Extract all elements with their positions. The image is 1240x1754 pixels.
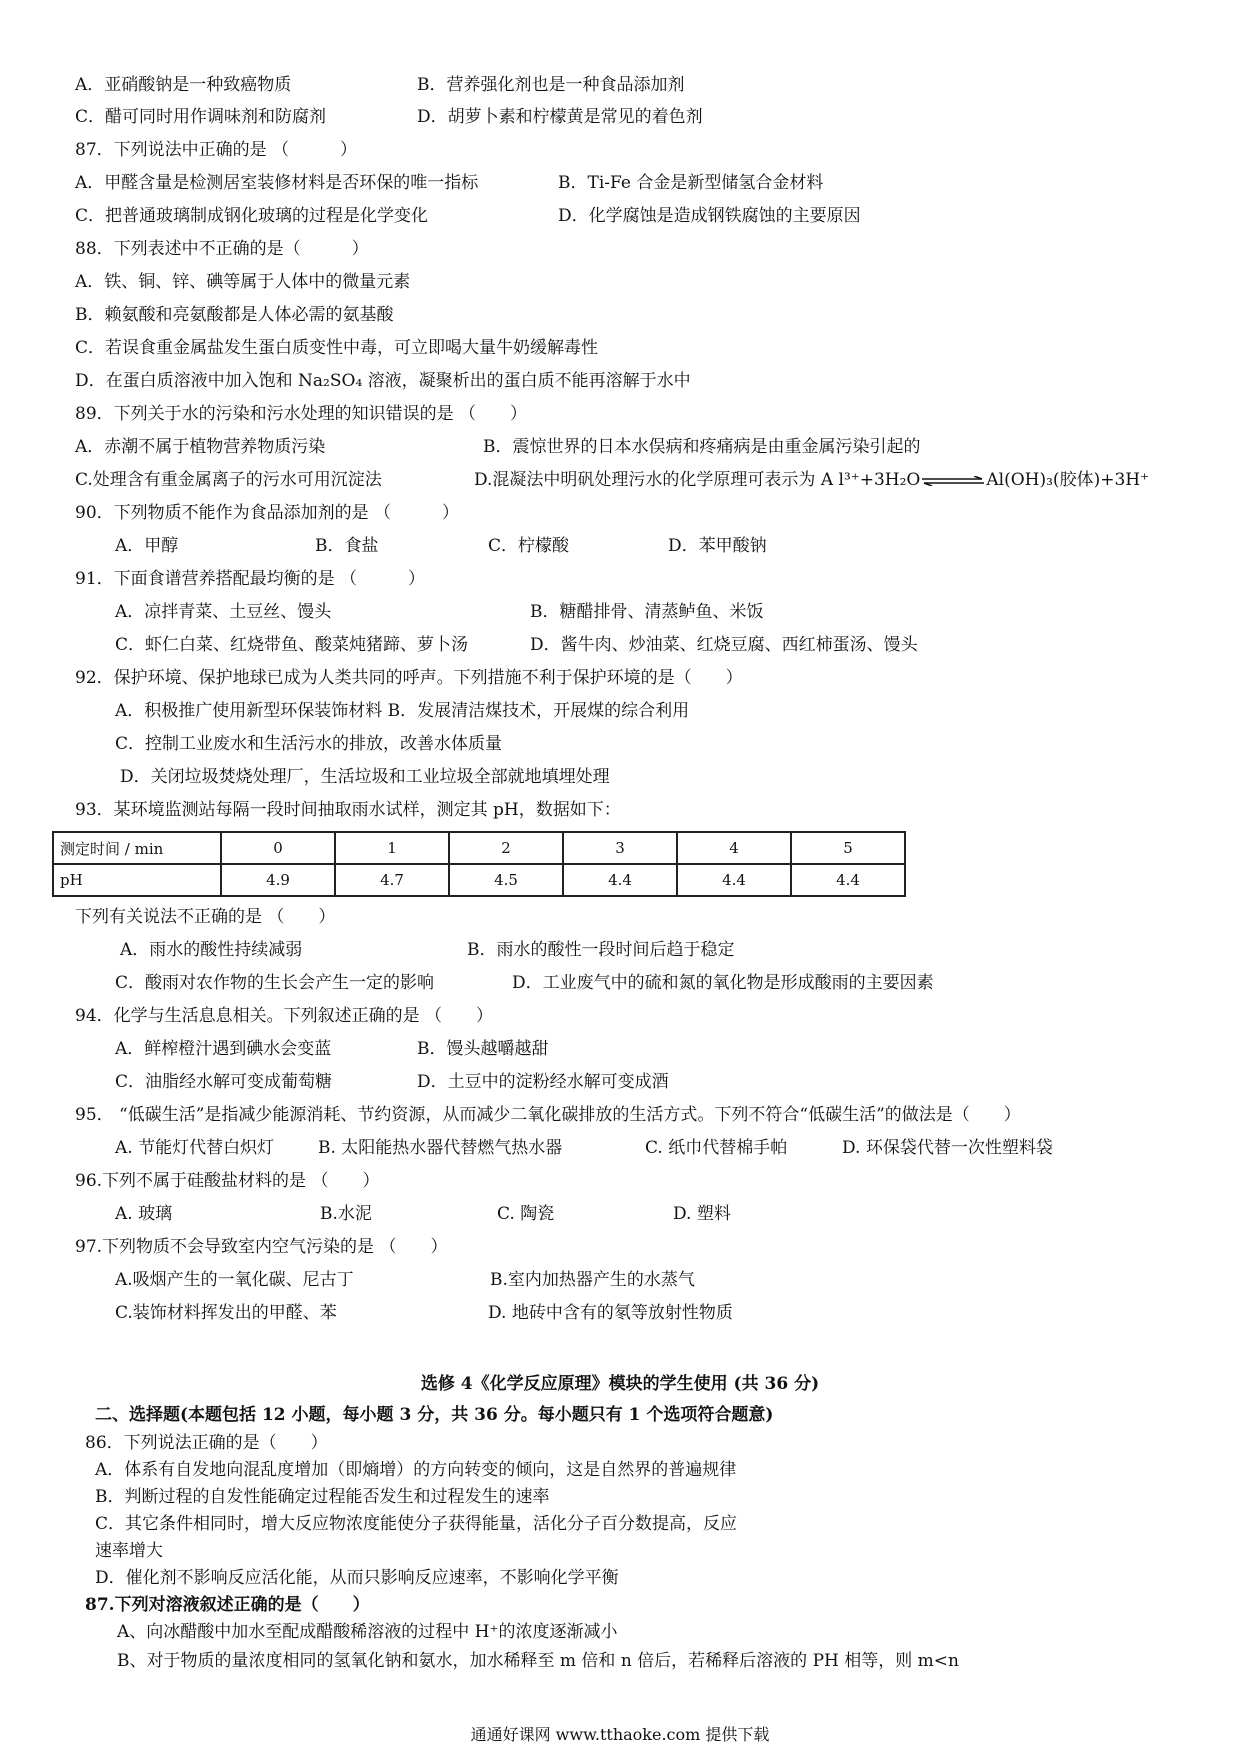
s86-option-d: D．催化剂不影响反应活化能，从而只影响反应速率，不影响化学平衡 (95, 1568, 619, 1588)
table-header-ph: pH (53, 864, 221, 896)
q88-option-d: D．在蛋白质溶液中加入饱和 Na₂SO₄ 溶液，凝聚析出的蛋白质不能再溶解于水中 (75, 371, 691, 391)
q89-option-b: B．震惊世界的日本水俣病和疼痛病是由重金属污染引起的 (483, 437, 921, 457)
q97-option-a: A.吸烟产生的一氧化碳、尼古丁 (115, 1270, 354, 1290)
q95-option-c: C. 纸巾代替棉手帕 (645, 1138, 788, 1158)
q90-option-a: A．甲醇 (115, 536, 179, 556)
question-89: 89．下列关于水的污染和污水处理的知识错误的是 （ ） (75, 404, 528, 424)
q87-option-b: B．Ti-Fe 合金是新型储氢合金材料 (558, 173, 824, 193)
q89-option-a: A．赤潮不属于植物营养物质污染 (75, 437, 326, 457)
q94-option-d: D．土豆中的淀粉经水解可变成酒 (417, 1072, 669, 1092)
table-cell: 1 (335, 832, 449, 864)
q90-option-d: D．苯甲酸钠 (668, 536, 767, 556)
q92-option-ab: A．积极推广使用新型环保装饰材料 B．发展清洁煤技术，开展煤的综合利用 (115, 701, 690, 721)
q96-option-d: D. 塑料 (673, 1204, 731, 1224)
q88-option-a: A．铁、铜、锌、碘等属于人体中的微量元素 (75, 272, 411, 292)
q89-option-d-text: D.混凝法中明矾处理污水的化学原理可表示为 A l³⁺+3H₂O (474, 470, 921, 490)
table-cell: 4 (677, 832, 791, 864)
s87-option-a: A、向冰醋酸中加水至配成醋酸稀溶液的过程中 H⁺的浓度逐渐减小 (117, 1622, 618, 1642)
question-95: 95． “低碳生活”是指减少能源消耗、节约资源，从而减少二氧化碳排放的生活方式。下列不符合“低碳生活”的做法是（ ） (75, 1105, 1021, 1125)
q89-option-d (474, 469, 1149, 491)
q90-option-c: C．柠檬酸 (488, 536, 570, 556)
table-row (53, 832, 905, 864)
question-96: 96.下列不属于硅酸盐材料的是 （ ） (75, 1171, 380, 1191)
question-97: 97.下列物质不会导致室内空气污染的是 （ ） (75, 1237, 448, 1257)
q93-option-a: A．雨水的酸性持续减弱 (120, 940, 303, 960)
footer-credit: 通通好课网 www.tthaoke.com 提供下载 (470, 1725, 770, 1744)
part-heading: 二、选择题(本题包括 12 小题，每小题 3 分，共 36 分。每小题只有 1 个选项符合题意) (95, 1405, 774, 1425)
q94-option-c: C．油脂经水解可变成葡萄糖 (115, 1072, 333, 1092)
option-a: A．亚硝酸钠是一种致癌物质 (75, 75, 292, 95)
option-d: D．胡萝卜素和柠檬黄是常见的着色剂 (417, 107, 703, 127)
table-row (53, 864, 905, 896)
q97-option-d: D. 地砖中含有的氡等放射性物质 (488, 1303, 733, 1323)
s86-option-b: B．判断过程的自发性能确定过程能否发生和过程发生的速率 (95, 1487, 550, 1507)
question-94: 94．化学与生活息息相关。下列叙述正确的是 （ ） (75, 1006, 494, 1026)
option-b: B．营养强化剂也是一种食品添加剂 (417, 75, 685, 95)
ph-table (52, 831, 906, 897)
q89-option-d-product: Al(OH)₃(胶体)+3H⁺ (986, 470, 1150, 490)
table-cell: 2 (449, 832, 563, 864)
q96-option-b: B.水泥 (320, 1204, 372, 1224)
q97-option-c: C.装饰材料挥发出的甲醛、苯 (115, 1303, 337, 1323)
question-92: 92．保护环境、保护地球已成为人类共同的呼声。下列措施不利于保护环境的是（ ） (75, 668, 743, 688)
q93-option-d: D．工业废气中的硫和氮的氧化物是形成酸雨的主要因素 (512, 973, 934, 993)
question-93: 93．某环境监测站每隔一段时间抽取雨水试样，测定其 pH，数据如下： (75, 800, 621, 820)
table-cell: 4.4 (791, 864, 905, 896)
question-87: 87．下列说法中正确的是 （ ） (75, 140, 358, 160)
q91-option-a: A．凉拌青菜、土豆丝、馒头 (115, 602, 332, 622)
q94-option-b: B．馒头越嚼越甜 (417, 1039, 549, 1059)
q95-option-a: A. 节能灯代替白炽灯 (115, 1138, 275, 1158)
q96-option-a: A. 玻璃 (115, 1204, 173, 1224)
table-cell: 4.9 (221, 864, 335, 896)
s86-option-c: C．其它条件相同时，增大反应物浓度能使分子获得能量，活化分子百分数提高，反应 (95, 1514, 738, 1534)
q91-option-b: B．糖醋排骨、清蒸鲈鱼、米饭 (530, 602, 764, 622)
q96-option-c: C. 陶瓷 (497, 1204, 555, 1224)
s87-option-b: B、对于物质的量浓度相同的氢氧化钠和氨水，加水稀释至 m 倍和 n 倍后，若稀释后溶液的 PH 相等，则 m<n (117, 1651, 959, 1671)
q97-option-b: B.室内加热器产生的水蒸气 (490, 1270, 695, 1290)
q92-option-c: C．控制工业废水和生活污水的排放，改善水体质量 (115, 734, 503, 754)
q89-option-c: C.处理含有重金属离子的污水可用沉淀法 (75, 470, 382, 490)
table-cell: 3 (563, 832, 677, 864)
section-title: 选修 4《化学反应原理》模块的学生使用 (共 36 分) (420, 1374, 820, 1394)
q87-option-a: A．甲醛含量是检测居室装修材料是否环保的唯一指标 (75, 173, 479, 193)
q93-option-c: C．酸雨对农作物的生长会产生一定的影响 (115, 973, 435, 993)
table-cell: 4.7 (335, 864, 449, 896)
q93-option-b: B．雨水的酸性一段时间后趋于稳定 (467, 940, 735, 960)
q92-option-d: D．关闭垃圾焚烧处理厂，生活垃圾和工业垃圾全部就地填埋处理 (120, 767, 610, 787)
option-c: C．醋可同时用作调味剂和防腐剂 (75, 107, 327, 127)
question-93-stem: 下列有关说法不正确的是 （ ） (75, 907, 336, 927)
s86-option-c-cont: 速率增大 (95, 1541, 163, 1561)
table-header-time: 测定时间 / min (53, 832, 221, 864)
question-90: 90．下列物质不能作为食品添加剂的是 （ ） (75, 503, 460, 523)
table-cell: 5 (791, 832, 905, 864)
question-91: 91．下面食谱营养搭配最均衡的是 （ ） (75, 569, 426, 589)
table-cell: 4.5 (449, 864, 563, 896)
q91-option-c: C．虾仁白菜、红烧带鱼、酸菜炖猪蹄、萝卜汤 (115, 635, 469, 655)
q87-option-c: C．把普通玻璃制成钢化玻璃的过程是化学变化 (75, 206, 429, 226)
q88-option-c: C．若误食重金属盐发生蛋白质变性中毒，可立即喝大量牛奶缓解毒性 (75, 338, 599, 358)
equilibrium-arrow-icon (922, 476, 984, 486)
q87-option-d: D．化学腐蚀是造成钢铁腐蚀的主要原因 (558, 206, 861, 226)
question-88: 88．下列表述中不正确的是（ ） (75, 239, 369, 259)
table-cell: 4.4 (677, 864, 791, 896)
q95-option-d: D. 环保袋代替一次性塑料袋 (842, 1138, 1053, 1158)
table-cell: 0 (221, 832, 335, 864)
s86-option-a: A．体系有自发地向混乱度增加（即熵增）的方向转变的倾向，这是自然界的普遍规律 (95, 1460, 737, 1480)
q94-option-a: A．鲜榨橙汁遇到碘水会变蓝 (115, 1039, 332, 1059)
q88-option-b: B．赖氨酸和亮氨酸都是人体必需的氨基酸 (75, 305, 394, 325)
q91-option-d: D．酱牛肉、炒油菜、红烧豆腐、西红柿蛋汤、馒头 (530, 635, 918, 655)
s-question-87: 87.下列对溶液叙述正确的是（ ） (85, 1595, 370, 1615)
s-question-86: 86．下列说法正确的是（ ） (85, 1433, 328, 1453)
q90-option-b: B．食盐 (315, 536, 379, 556)
q95-option-b: B. 太阳能热水器代替燃气热水器 (318, 1138, 563, 1158)
table-cell: 4.4 (563, 864, 677, 896)
